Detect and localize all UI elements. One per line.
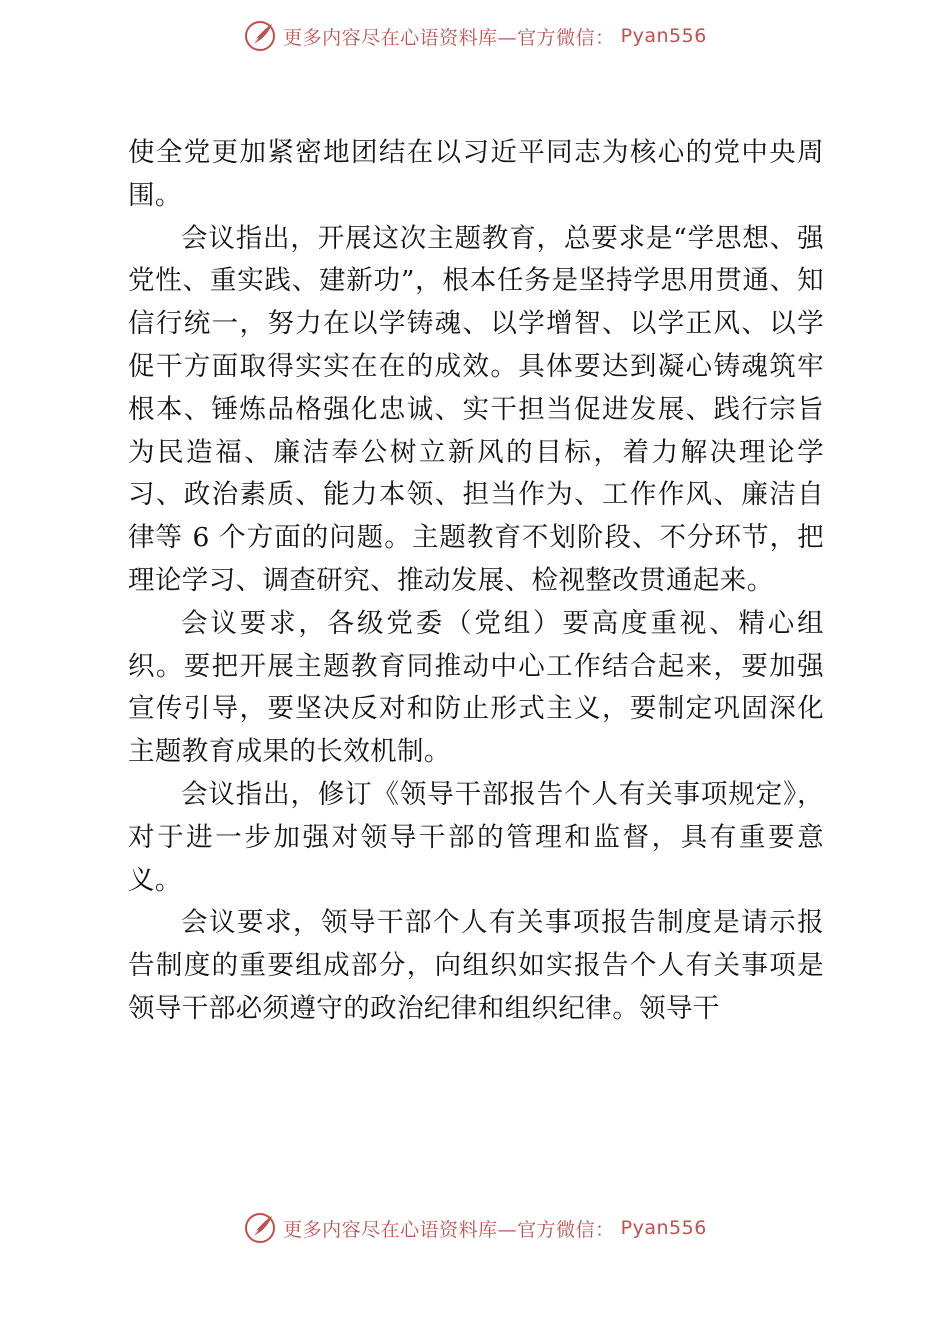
watermark-wechat-id: Pyan556 xyxy=(620,25,707,47)
footer-watermark xyxy=(0,1208,950,1248)
watermark-wechat-id-footer: Pyan556 xyxy=(620,1217,707,1239)
watermark-banner xyxy=(243,19,707,53)
watermark-banner-footer xyxy=(243,1211,707,1245)
header-watermark xyxy=(0,16,950,56)
paragraph-3: 会议要求，各级党委（党组）要高度重视、精心组织。要把开展主题教育同推动中心工作结合起来，要加强宣传引导，要坚决反对和防止形式主义，要制定巩固深化主题教育成果的长效机制。 xyxy=(128,607,824,768)
paragraph-1: 使全党更加紧密地团结在以习近平同志为核心的党中央周围。 xyxy=(128,137,824,211)
document-body xyxy=(128,132,824,1031)
watermark-text-footer: 更多内容尽在心语资料库—官方微信： xyxy=(283,1218,615,1241)
quill-logo-icon xyxy=(243,19,277,53)
paragraph-2: 会议指出，开展这次主题教育，总要求是“学思想、强党性、重实践、建新功”，根本任务是坚持学思用贯通、知信行统一，努力在以学铸魂、以学增智、以学正风、以学促干方面取得实实在在的成效。具体要达到凝心铸魂筑牢根本、锤炼品格强化忠诚、实干担当促进发展、践行宗旨为民造福、廉洁奉公树立新风的目标，着力解决理论学习、政治素质、能力本领、担当作为、工作作风、廉洁自律等 6 个方面的问题。主题教育不划阶段、不分环节，把理论学习、调查研究、推动发展、检视整改贯通起来。 xyxy=(128,222,824,596)
paragraph-5: 会议要求，领导干部个人有关事项报告制度是请示报告制度的重要组成部分，向组织如实报告个人有关事项是领导干部必须遵守的政治纪律和组织纪律。领导干 xyxy=(128,907,824,1024)
watermark-text: 更多内容尽在心语资料库—官方微信： xyxy=(283,26,615,49)
quill-logo-icon xyxy=(243,1211,277,1245)
paragraph-4: 会议指出，修订《领导干部报告个人有关事项规定》，对于进一步加强对领导干部的管理和监督，具有重要意义。 xyxy=(128,778,824,896)
